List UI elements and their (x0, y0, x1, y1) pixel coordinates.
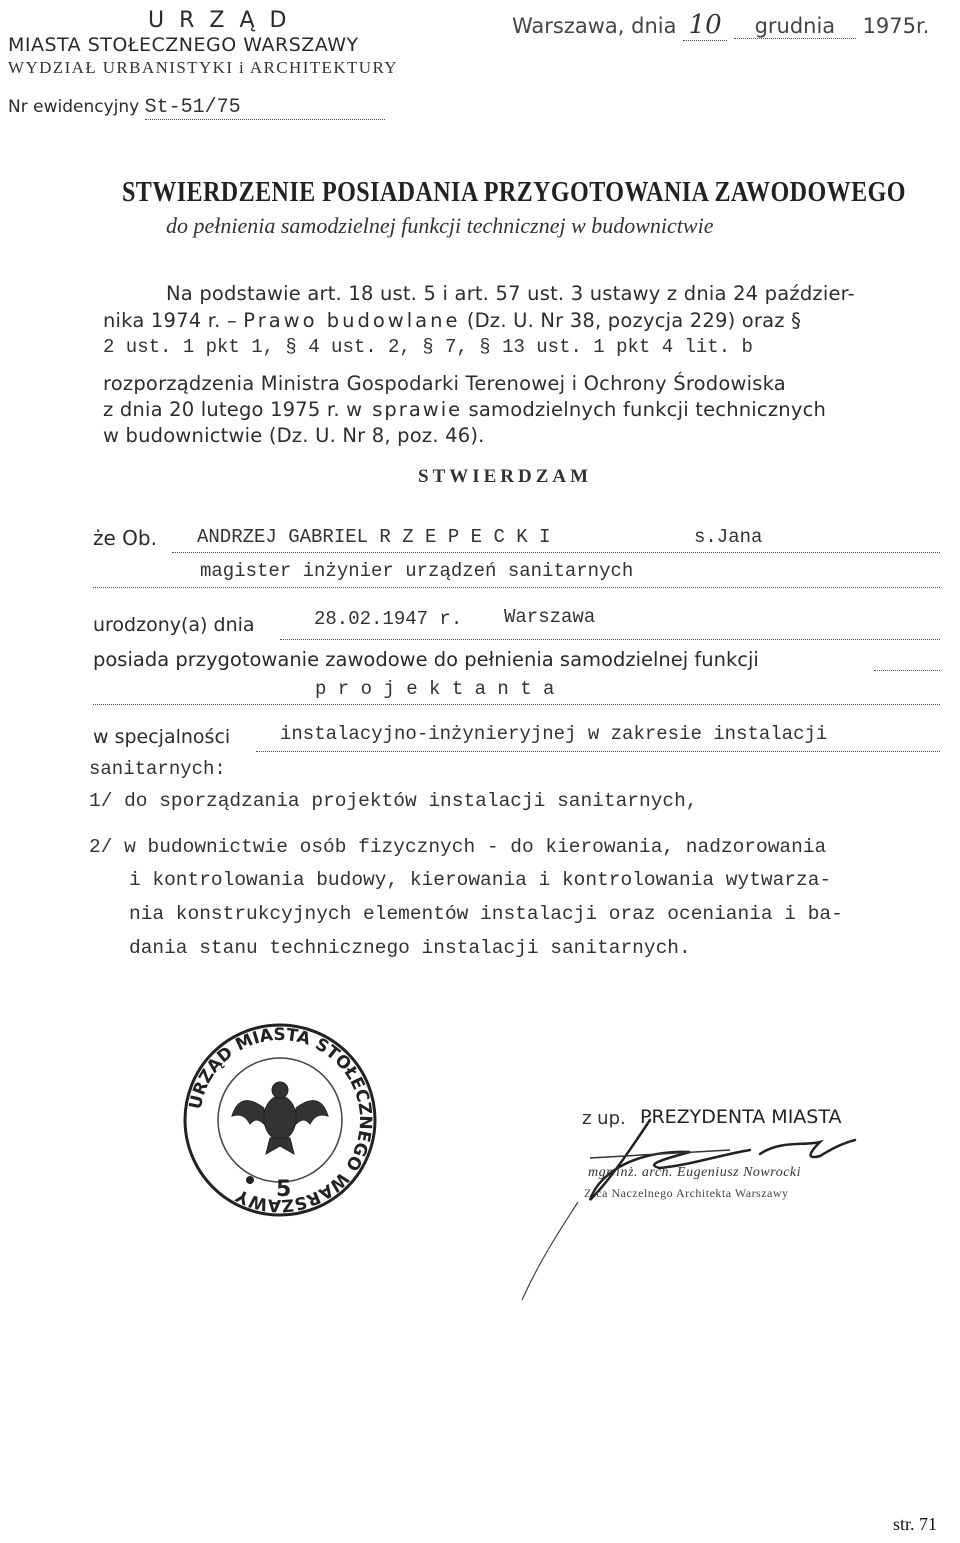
qualification-intro: posiada przygotowanie zawodowe do pełnienia samodzielnej funkcji (93, 648, 759, 671)
scope-item-1: 1/ do sporządzania projektów instalacji sanitarnych, (89, 790, 698, 812)
signer-role: Z-ca Naczelnego Architekta Warszawy (584, 1186, 789, 1200)
legal-basis-line1: Na podstawie art. 18 ust. 5 i art. 57 ust. 3 ustawy z dnia 24 paździer- (166, 282, 855, 305)
scope-item-2-line2: i kontrolowania budowy, kierowania i kontrolowania wytwarza- (129, 869, 832, 891)
on-behalf: z up. (582, 1108, 626, 1129)
legal-basis-line5 (103, 398, 826, 421)
date-year-suffix: r. (916, 14, 930, 38)
born-date: 28.02.1947 r. (314, 608, 463, 630)
registration-number (8, 96, 385, 120)
legal-basis-line2a: nika 1974 r. – (103, 309, 244, 332)
legal-basis-line4: rozporządzenia Ministra Gospodarki Terenowej i Ochrony Środowiska (103, 372, 786, 395)
date-day: 10 (683, 10, 727, 41)
place-date (512, 10, 929, 41)
office-name-line2: MIASTA STOŁECZNEGO WARSZAWY (8, 34, 359, 56)
handwritten-signature (460, 1110, 860, 1310)
eagle-emblem-icon (232, 1082, 328, 1154)
legal-basis-line5a: z dnia 20 lutego 1975 r. (103, 398, 347, 421)
document-subtitle: do pełnienia samodzielnej funkcji technicznej w budownictwie (166, 213, 714, 238)
legal-basis-line2c: (Dz. U. Nr 38, pozycja 229) oraz § (460, 309, 802, 332)
scope-item-2-line3: nia konstrukcyjnych elementów instalacji oraz oceniania i ba- (129, 903, 843, 925)
in-matter: w sprawie (346, 398, 463, 421)
legal-basis-line5c: samodzielnych funkcji technicznych (462, 398, 827, 421)
date-year: 1975 (862, 14, 917, 38)
person-father: s.Jana (694, 526, 763, 548)
office-name-line1: U R Z Ą D (148, 8, 291, 33)
reg-value: St-51/75 (145, 96, 385, 120)
law-name: Prawo budowlane (243, 309, 461, 332)
office-name-line3: WYDZIAŁ URBANISTYKI i ARCHITEKTURY (8, 58, 398, 77)
person-name: ANDRZEJ GABRIEL R Z E P E C K I (197, 526, 551, 548)
person-prefix: że Ob. (93, 526, 157, 550)
born-place: Warszawa (504, 606, 596, 628)
legal-basis-line2 (103, 309, 801, 332)
date-month: grudnia (734, 14, 856, 39)
scope-item-2-line1: 2/ w budownictwie osób fizycznych - do kierowania, nadzorowania (89, 836, 827, 858)
signatory-office: PREZYDENTA MIASTA (640, 1106, 842, 1128)
speciality-label: w specjalności (93, 726, 231, 748)
speciality-continuation: sanitarnych: (89, 758, 226, 780)
legal-basis-line6: w budownictwie (Dz. U. Nr 8, poz. 46). (103, 424, 485, 447)
legal-basis-line3: 2 ust. 1 pkt 1, § 4 ust. 2, § 7, § 13 ust. 1 pkt 4 lit. b (103, 336, 753, 358)
reg-label: Nr ewidencyjny (8, 97, 140, 117)
born-label: urodzony(a) dnia (93, 614, 255, 636)
scope-item-2-line4: dania stanu technicznego instalacji sanitarnych. (129, 937, 691, 959)
official-stamp (180, 1020, 380, 1220)
signer-name: mgr inż. arch. Eugeniusz Nowrocki (588, 1165, 802, 1180)
place-date-prefix: Warszawa, dnia (512, 14, 677, 38)
document-title: STWIERDZENIE POSIADANIA PRZYGOTOWANIA ZAWODOWEGO (122, 176, 906, 208)
speciality-value: instalacyjno-inżynieryjnej w zakresie instalacji (280, 723, 828, 745)
function-value: p r o j e k t a n t a (315, 678, 555, 700)
person-title: magister inżynier urządzeń sanitarnych (200, 560, 634, 582)
stamp-text: URZĄD MIASTA STOŁECZNEGO WARSZAWY (185, 1024, 376, 1216)
person-line (93, 526, 157, 550)
declaration-heading: STWIERDZAM (418, 466, 593, 487)
qualification-intro-tail (874, 648, 940, 671)
stamp-number: 5 (276, 1177, 292, 1202)
page-number: str. 71 (893, 1514, 938, 1534)
